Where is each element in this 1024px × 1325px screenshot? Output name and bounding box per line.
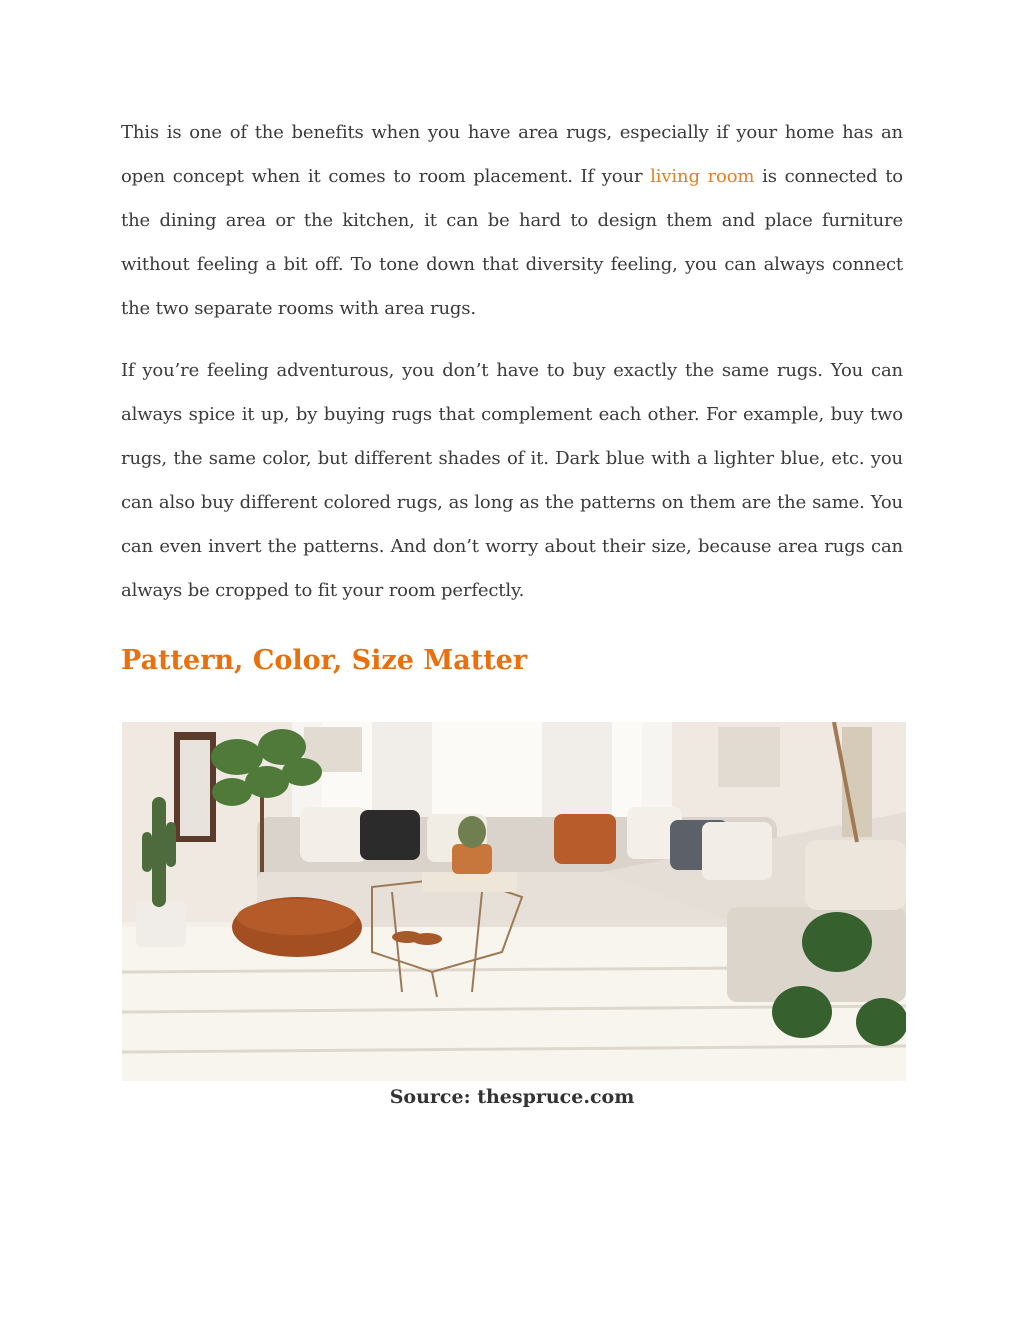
paragraph-1-text-start: This is one of the benefits when you have area rugs, especially if your home has an open concept when it comes to room placement. If your <box>121 122 903 187</box>
paragraph-1-text-end: is connected to the dining area or the kitchen, it can be hard to design them and place furniture without feeling a bit off. To tone down that diversity feeling, you can always connect the two separate rooms with area rugs. <box>121 166 903 319</box>
paragraph-2: If you’re feeling adventurous, you don’t have to buy exactly the same rugs. You can always spice it up, by buying rugs that complement each other. For example, buy two rugs, the same color, but different shades of it. Dark blue with a lighter blue, etc. you can also buy different colored rugs, as long as the patterns on them are the same. You can even invert the patterns. And don’t worry about their size, because area rugs can always be cropped to fit your room perfectly. <box>121 360 903 601</box>
living-room-photo <box>122 722 906 1081</box>
paragraph-1 <box>121 111 903 331</box>
living-room-link[interactable]: living room <box>650 166 755 187</box>
section-heading: Pattern, Color, Size Matter <box>121 645 528 676</box>
article-body <box>121 111 903 681</box>
image-caption: Source: thespruce.com <box>389 1086 635 1108</box>
